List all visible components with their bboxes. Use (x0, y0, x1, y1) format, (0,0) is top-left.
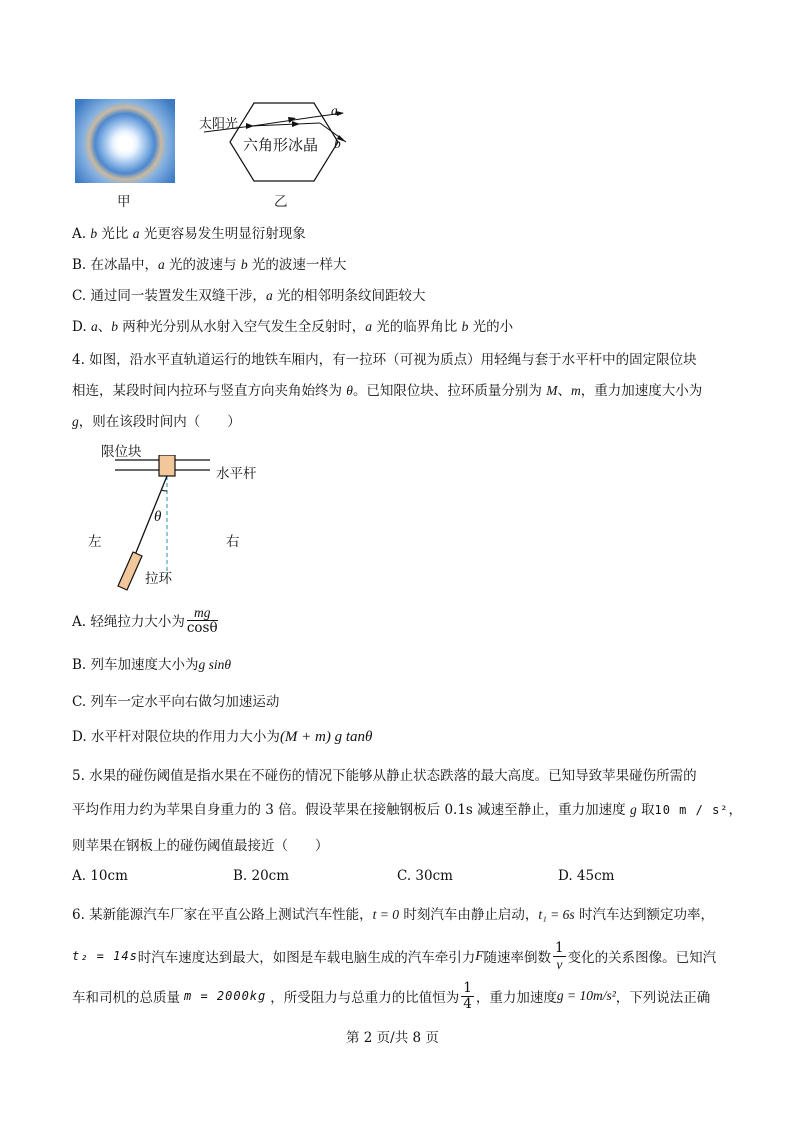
crystal-label: 六角形冰晶 (243, 136, 319, 154)
q3-option-b: B. 在冰晶中，a 光的波速与 b 光的波速一样大 (72, 257, 347, 273)
page-footer: 第 2 页/共 8 页 (346, 1030, 439, 1046)
q4-line-1: 4. 如图，沿水平直轨道运行的地铁车厢内，有一拉环（可视为质点）用轻绳与套于水平杆中的固定限位块 (72, 352, 697, 368)
q3-option-c: C. 通过同一装置发生双缝干涉，a 光的相邻明条纹间距较大 (72, 288, 426, 304)
q4-line-2: 相连，某段时间内拉环与竖直方向夹角始终为 θ。已知限位块、拉环质量分别为 M、m，重力加速度大小为 (72, 383, 703, 399)
q3-option-a: A. b 光比 a 光更容易发生明显衍射现象 (72, 226, 306, 242)
figure-caption-left: 甲 (117, 194, 131, 210)
q4-option-a: A. 轻绳拉力大小为 $\frac{mg}{\cos\theta}$ (72, 604, 218, 636)
q5-line-2: 平均作用力约为苹果自身重力的 3 倍。假设苹果在接触钢板后 0.1s 减速至静止，重力加速度 g 取10 m / s²， (72, 802, 743, 818)
halo-photo (75, 99, 175, 183)
q4-option-b: B. 列车加速度大小为g sinθ (72, 657, 232, 673)
angle-label: θ (154, 509, 162, 525)
q3-option-d: D. a、b 两种光分别从水射入空气发生全反射时，a 光的临界角比 b 光的小 (72, 319, 514, 335)
q5-option-a: A. 10cm (72, 868, 128, 884)
q5-line-1: 5. 水果的碰伤阈值是指水果在不碰伤的情况下能够从静止状态跌落的最大高度。已知导致苹果碰伤所需的 (72, 768, 697, 784)
q6-line-3: 车和司机的总质量 m = 2000kg ，所受阻力与总重力的比值恒为 $\frac{1}{4}$ ，重力加速度 g = 10m/s² ，下列说法正确 (72, 979, 711, 1012)
q5-option-d: D. 45cm (558, 868, 615, 884)
q4-option-c: C. 列车一定水平向右做匀加速运动 (72, 694, 280, 710)
rod-label: 水平杆 (216, 466, 257, 482)
ring-label: 拉环 (145, 571, 172, 587)
limit-block (159, 455, 175, 476)
right-label: 右 (226, 534, 240, 550)
pull-ring (118, 552, 142, 590)
q5-line-3: 则苹果在钢板上的碰伤阈值最接近（ ） (72, 838, 329, 854)
left-label: 左 (88, 534, 102, 550)
figure-caption-right: 乙 (274, 194, 288, 210)
q6-line-1: 6. 某新能源汽车厂家在平直公路上测试汽车性能，t = 0 时刻汽车由静止启动，t₁ = 6s 时汽车达到额定功率， (72, 907, 714, 923)
ray-a-label: a (331, 103, 338, 118)
sunlight-label: 太阳光 (199, 117, 239, 132)
q6-line-2: t₂ = 14s 时汽车速度达到最大，如图是车载电脑生成的汽车牵引力 F 随速率倒数 $\frac{1}{v}$ 变化的关系图像。已知汽 (72, 939, 717, 972)
q4-option-d: D. 水平杆对限位块的作用力大小为(M + m) g tanθ (72, 729, 373, 745)
q5-option-b: B. 20cm (233, 868, 290, 884)
q5-option-c: C. 30cm (397, 868, 453, 884)
block-label: 限位块 (101, 444, 142, 460)
q4-line-3: g，则在该段时间内（ ） (72, 414, 241, 430)
ray-b-label: b (334, 136, 341, 151)
